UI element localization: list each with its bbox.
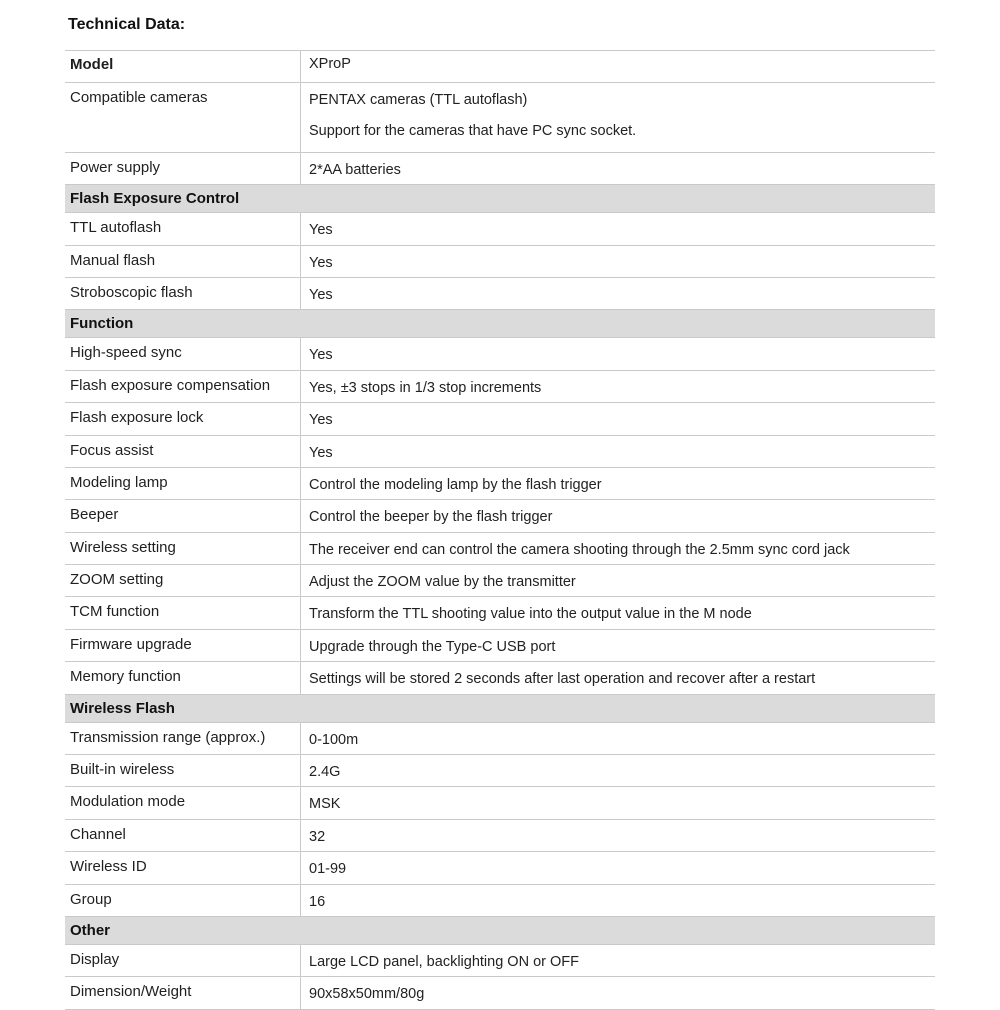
section-header-row [65, 695, 935, 723]
spec-value-line: Yes [309, 444, 333, 461]
section-header-row [65, 310, 935, 338]
spec-value-line: 01-99 [309, 861, 347, 878]
spec-value-line: Upgrade through the Type-C USB port [309, 638, 556, 655]
section-header-label: Other [70, 921, 111, 939]
spec-value-line: Yes [309, 412, 333, 429]
spec-label: Focus assist [70, 441, 154, 459]
spec-value-line: The receiver end can control the camera shooting through the 2.5mm sync cord jack [309, 541, 850, 558]
spec-value [300, 945, 935, 976]
spec-value [300, 885, 935, 916]
spec-value [300, 213, 935, 244]
spec-label: Memory function [70, 668, 181, 686]
spec-value [300, 500, 935, 531]
spec-value-line: Control the beeper by the flash trigger [309, 509, 553, 526]
spec-row [65, 403, 935, 435]
spec-value-line: 16 [309, 893, 326, 910]
spec-row [65, 630, 935, 662]
spec-row [65, 755, 935, 787]
spec-value [300, 83, 935, 152]
spec-label: Firmware upgrade [70, 635, 192, 653]
spec-value-line: PENTAX cameras (TTL autoflash) [309, 92, 528, 108]
spec-value-line: Settings will be stored 2 seconds after last operation and recover after a restart [309, 671, 816, 688]
spec-value [300, 533, 935, 564]
spec-row [65, 468, 935, 500]
spec-value-line: Yes [309, 254, 333, 271]
spec-value [300, 852, 935, 883]
spec-row [65, 977, 935, 1009]
spec-value [300, 403, 935, 434]
spec-value-line: Yes [309, 222, 333, 239]
spec-label: Flash exposure compensation [70, 376, 271, 394]
spec-value-line: 32 [309, 828, 326, 845]
spec-row [65, 723, 935, 755]
spec-value-line: XProP [309, 56, 351, 72]
spec-value [300, 820, 935, 851]
spec-row [65, 500, 935, 532]
spec-label: Flash exposure lock [70, 409, 204, 427]
spec-value-line: Adjust the ZOOM value by the transmitter [309, 574, 576, 591]
section-header-label: Function [70, 315, 134, 333]
spec-label: TCM function [70, 603, 160, 621]
spec-value-line: Control the modeling lamp by the flash trigger [309, 476, 602, 493]
spec-label: Stroboscopic flash [70, 283, 193, 301]
spec-value-line: 2.4G [309, 764, 341, 781]
spec-value [300, 787, 935, 818]
spec-value [300, 338, 935, 369]
spec-row [65, 153, 935, 185]
spec-label: Model [70, 56, 114, 73]
spec-label: Manual flash [70, 251, 156, 269]
spec-value-line: Large LCD panel, backlighting ON or OFF [309, 953, 579, 970]
technical-data-table [65, 50, 935, 1010]
spec-row [65, 83, 935, 153]
spec-value [300, 597, 935, 628]
spec-value-line: Yes [309, 347, 333, 364]
spec-value-line: Yes [309, 286, 333, 303]
spec-value [300, 630, 935, 661]
spec-label: Group [70, 890, 112, 908]
spec-row [65, 278, 935, 310]
spec-label: High-speed sync [70, 344, 182, 362]
spec-label: ZOOM setting [70, 571, 164, 589]
spec-value [300, 468, 935, 499]
spec-label: Built-in wireless [70, 761, 175, 779]
section-header-row [65, 185, 935, 213]
spec-value [300, 153, 935, 184]
spec-row [65, 246, 935, 278]
page-title: Technical Data: [68, 16, 186, 33]
spec-value-line: 90x58x50mm/80g [309, 986, 425, 1003]
spec-row [65, 662, 935, 694]
spec-value [300, 246, 935, 277]
spec-value [300, 977, 935, 1008]
spec-value [300, 278, 935, 309]
spec-row [65, 885, 935, 917]
spec-value [300, 662, 935, 693]
spec-row [65, 371, 935, 403]
spec-label: Display [70, 950, 120, 968]
spec-row [65, 565, 935, 597]
spec-value-line: 2*AA batteries [309, 161, 401, 178]
spec-label: Modulation mode [70, 793, 186, 811]
spec-label: Transmission range (approx.) [70, 728, 266, 746]
spec-label: Compatible cameras [70, 89, 208, 106]
section-header-row [65, 917, 935, 945]
spec-label: Modeling lamp [70, 473, 168, 491]
section-header-label: Wireless Flash [70, 699, 175, 717]
spec-row [65, 338, 935, 370]
spec-row [65, 852, 935, 884]
spec-label: Dimension/Weight [70, 983, 192, 1001]
spec-value [300, 755, 935, 786]
spec-row [65, 213, 935, 245]
spec-value [300, 51, 935, 82]
spec-value-line: Transform the TTL shooting value into the output value in the M node [309, 606, 752, 623]
section-header-label: Flash Exposure Control [70, 190, 240, 208]
spec-label: Beeper [70, 506, 119, 524]
spec-value [300, 436, 935, 467]
spec-label: Power supply [70, 158, 161, 176]
spec-label: Wireless setting [70, 538, 176, 556]
spec-row [65, 787, 935, 819]
spec-label: Channel [70, 825, 126, 843]
spec-value-line: Yes, ±3 stops in 1/3 stop increments [309, 379, 542, 396]
spec-value-line: 0-100m [309, 731, 359, 748]
spec-value-line: MSK [309, 796, 341, 813]
spec-label: TTL autoflash [70, 219, 162, 237]
spec-value [300, 371, 935, 402]
spec-row [65, 820, 935, 852]
spec-value [300, 565, 935, 596]
spec-row [65, 945, 935, 977]
spec-row [65, 533, 935, 565]
spec-row [65, 597, 935, 629]
spec-label: Wireless ID [70, 858, 147, 876]
spec-row [65, 436, 935, 468]
spec-value-line: Support for the cameras that have PC sync socket. [309, 123, 637, 140]
spec-value [300, 723, 935, 754]
model-row [65, 51, 935, 83]
